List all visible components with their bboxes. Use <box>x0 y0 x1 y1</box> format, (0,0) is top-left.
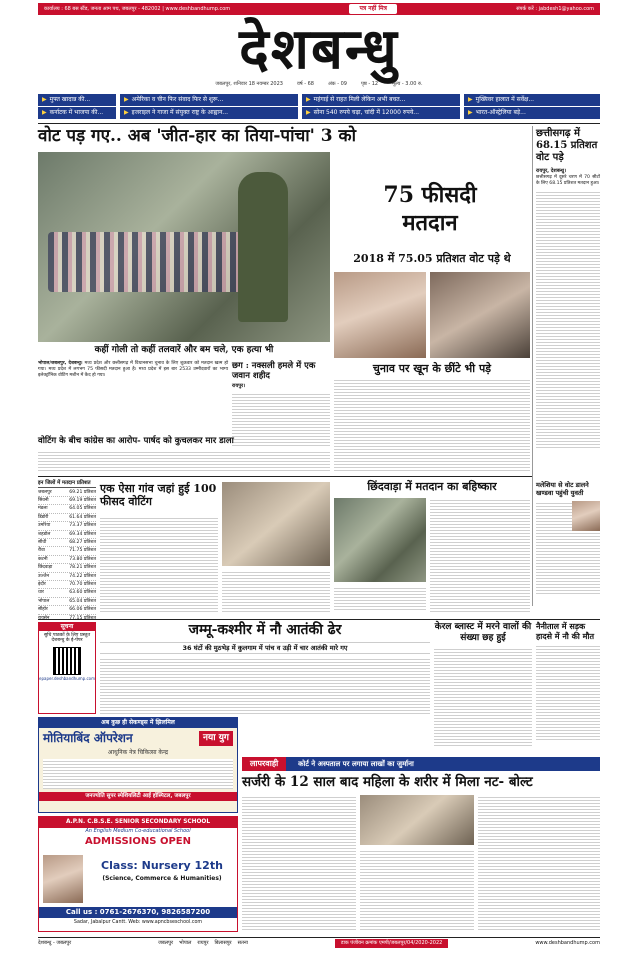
ticker-4[interactable]: ▶ इजराइल ने गाजा में संयुक्त राष्ट्र के आह्वान... <box>120 107 298 119</box>
voter-queue-shape <box>48 232 248 292</box>
naxal-headline: छग : नक्सली हमले में एक जवान शहीद <box>232 361 316 382</box>
district-turnout: 78.21 प्रतिशत <box>69 565 96 571</box>
masthead <box>38 16 600 90</box>
notice-text: सुधि पाठकों के लिए प्रस्तुत देशबन्धु के ई-पेपर <box>43 632 91 644</box>
big-number-box <box>334 152 526 250</box>
village-body <box>100 516 218 612</box>
negligence-tag: लापरवाही <box>242 757 286 771</box>
negligence-photo <box>360 795 474 845</box>
district-turnout: 69.19 प्रतिशत <box>69 497 96 503</box>
lead-body <box>38 361 228 431</box>
district-turnout: 66.06 प्रतिशत <box>69 607 96 613</box>
leaders-photo <box>430 272 530 358</box>
nainital-story <box>536 622 600 754</box>
kerala-body <box>434 647 532 747</box>
ad-eye-hospital[interactable] <box>38 717 238 813</box>
kashmir-story <box>100 622 430 714</box>
ticker-5[interactable]: ▶ महंगाई से राहत मिली लेकिन अभी बचत... <box>302 94 460 106</box>
district-name: मंडला <box>38 506 48 512</box>
tagline-badge: पत्र नहीं मित्र <box>349 4 396 14</box>
kashmir-body <box>100 657 430 715</box>
congress-headline: वोटिंग के बीच कांग्रेस का आरोप- पार्षद को कुचलकर मार डाला <box>38 436 234 446</box>
negligence-body-3 <box>478 795 600 931</box>
office-address: कार्यालय : 68 बस स्टैंड, जनता आम पथ, जबलपुर - 482002 | www.deshbandhump.com <box>44 5 231 12</box>
district-row <box>38 514 96 522</box>
chhattisgarh-body <box>536 190 600 450</box>
lead-subhead: 2018 में 75.05 प्रतिशत वोट पड़े थे <box>353 252 511 265</box>
footer-cities: जबलपुर भोपाल रायपुर बिलासपुर सतना <box>158 940 248 947</box>
district-row <box>38 539 96 547</box>
district-row <box>38 531 96 539</box>
chhattisgarh-byline: रायपुर, देशबन्धु। <box>536 168 567 174</box>
masthead-title: देशबन्धु <box>239 16 399 82</box>
photo-caption-headline: कहीं गोली तो कहीं तलवारें और बम चले, एक हत्या भी <box>94 345 274 355</box>
district-turnout: 73.80 प्रतिशत <box>69 556 96 562</box>
big-number: 75 फीसदी <box>383 182 477 208</box>
ad-school[interactable] <box>38 816 238 932</box>
naxal-byline: रायपुर। <box>232 383 246 390</box>
lead-headline: वोट पड़ गए.. अब 'जीत-हार का तिया-पांचा' 3 को <box>38 126 356 146</box>
negligence-headline: सर्जरी के 12 साल बाद महिला के शरीर में मिला नट- बोल्ट <box>242 774 533 790</box>
ad-eye-badge: नया युग <box>199 731 233 746</box>
ad-school-classes: Class: Nursery 12th <box>101 859 223 872</box>
district-name: उज्जैन <box>38 573 50 579</box>
congress-body <box>38 450 330 472</box>
district-rows <box>38 489 96 624</box>
footer-website[interactable]: www.deshbandhump.com <box>535 940 600 947</box>
chhindwara-story <box>334 480 530 616</box>
chhattisgarh-headline: छत्तीसगढ़ में 68.15 प्रतिशत वोट पड़े <box>536 128 598 163</box>
district-name: कटनी <box>38 556 48 562</box>
ad-school-phone[interactable]: Call us : 0761-2676370, 9826587200 <box>39 907 237 918</box>
village-body-2 <box>222 570 330 612</box>
ad-eye-top: अब कुछ ही सेकण्ड्स में झिलमिल <box>39 718 237 728</box>
district-name: रीवा <box>38 548 45 554</box>
negligence-banner <box>242 757 600 771</box>
malaysia-story <box>536 482 600 616</box>
ad-school-address: Sadar, Jabalpur Cantt. Web: www.apncbseschool.com <box>73 920 203 925</box>
district-row <box>38 606 96 614</box>
negligence-body-2 <box>360 849 474 931</box>
footer-center: डाक पंजीयन क्रमांक एमपी/जबलपुर/04/2020-2022 <box>335 939 448 947</box>
ad-school-tagline: An English Medium Co-educational School <box>85 828 191 835</box>
district-turnout: 61.64 प्रतिशत <box>69 514 96 520</box>
district-name: इंदौर <box>38 581 46 587</box>
district-turnout: 73.37 प्रतिशत <box>69 523 96 529</box>
nainital-headline: नैनीताल में सड़क हादसे में नौ की मौत <box>536 621 595 641</box>
lead-para-1: मध्य प्रदेश और छत्तीसगढ़ में विधानसभा चुनाव के लिए शुक्रवार को मतदान खत्म हो गया। मध्य प्रदेश में लगभग 75 फीसदी मतदान हुआ है। <box>38 361 229 373</box>
district-list-title: इन जिलों में मतदान प्रतिशत <box>38 480 96 488</box>
district-row <box>38 598 96 606</box>
negligence-body-1 <box>242 795 356 931</box>
district-row <box>38 556 96 564</box>
woman-voter-photo <box>334 272 426 358</box>
ad-eye-details <box>43 759 233 789</box>
district-name: सिवनी <box>38 497 49 503</box>
kashmir-headline: जम्मू-कश्मीर में नौ आतंकी ढेर <box>188 622 342 638</box>
notice-title: सूचना <box>39 623 95 631</box>
district-row <box>38 573 96 581</box>
district-row <box>38 497 96 505</box>
blood-headline: चुनाव पर खून के छींटे भी पड़े <box>372 362 492 375</box>
ticker-2[interactable]: ▶ कर्नाटक में भाजपा की... <box>38 107 116 119</box>
chhattisgarh-text: छत्तीसगढ़ में दूसरे चरण में 70 सीटों के लिए 68.15 प्रतिशत मतदान हुआ। <box>536 175 600 187</box>
district-turnout: 69.21 प्रतिशत <box>69 489 96 495</box>
district-list <box>38 480 96 616</box>
ticker-3[interactable]: ▶ अमेरिका व चीन फिर संवाद फिर से शुरू... <box>120 94 298 106</box>
district-row <box>38 505 96 513</box>
nainital-body <box>536 644 600 740</box>
ticker-8[interactable]: ▶ भारत-ऑस्ट्रेलिया बड़े... <box>464 107 600 119</box>
district-name: सीहोर <box>38 607 48 613</box>
village-headline: एक ऐसा गांव जहां हुई 100 फीसद वोटिंग <box>100 482 217 509</box>
malaysia-photo <box>572 501 600 531</box>
district-row <box>38 522 96 530</box>
soldier-shape <box>238 172 288 322</box>
ad-school-name: A.P.N. C.B.S.E. SENIOR SECONDARY SCHOOL <box>39 817 237 828</box>
district-row <box>38 589 96 597</box>
district-row <box>38 564 96 572</box>
ad-school-photo <box>43 855 83 903</box>
district-row <box>38 547 96 555</box>
masthead-info: जबलपुर, शनिवार 18 नवम्बर 2023 वर्ष - 68 अंक - 09 पृष्ठ - 12 मूल्य - 3.00 रु. <box>215 81 423 87</box>
district-name: सीधी <box>38 539 47 545</box>
ad-eye-title: मोतियाबिंद ऑपरेशन <box>43 730 133 745</box>
ad-school-streams: (Science, Commerce & Humanities) <box>102 875 222 882</box>
district-name: छिंदवाड़ा <box>38 565 53 571</box>
negligence-court: कोर्ट ने अस्पताल पर लगाया लाखों का जुर्माना <box>298 759 414 768</box>
district-turnout: 74.22 प्रतिशत <box>69 573 96 579</box>
kerala-story <box>434 622 532 754</box>
district-turnout: 69.34 प्रतिशत <box>69 531 96 537</box>
negligence-story <box>242 757 600 933</box>
district-name: भोपाल <box>38 598 50 604</box>
chhindwara-body <box>430 498 530 612</box>
footer <box>38 937 600 949</box>
district-row <box>38 581 96 589</box>
lead-photo <box>38 152 330 342</box>
village-story <box>100 480 330 616</box>
ad-school-admission: ADMISSIONS OPEN <box>85 836 191 848</box>
district-turnout: 63.60 प्रतिशत <box>69 590 96 596</box>
big-label: मतदान <box>402 209 458 236</box>
village-photo <box>222 482 330 566</box>
district-turnout: 70.70 प्रतिशत <box>69 581 96 587</box>
district-turnout: 65.04 प्रतिशत <box>69 598 96 604</box>
kashmir-subhead: 36 घंटों की मुठभेड़ में कुलगाम में पांच व उड़ी में चार आतंकी मारे गए <box>100 642 430 654</box>
district-turnout: 64.05 प्रतिशत <box>69 506 96 512</box>
kerala-headline: केरल ब्लास्ट में मरने वालों की संख्या छह हुई <box>434 622 532 643</box>
chhindwara-body-2 <box>334 586 426 612</box>
district-name: डिंडोरी <box>38 514 49 520</box>
district-name: धार <box>38 590 44 596</box>
chhindwara-photo <box>334 498 426 582</box>
ad-eye-line: आधुनिक नेत्र चिकित्सा केन्द्र <box>107 748 169 756</box>
district-turnout: 68.27 प्रतिशत <box>69 539 96 545</box>
chhattisgarh-story <box>536 128 600 468</box>
blood-body <box>334 378 530 472</box>
district-name: उमरिया <box>38 523 51 529</box>
epaper-link[interactable]: epaper.deshbandhump.com <box>39 676 96 682</box>
malaysia-headline: मलेशिया से वोट डालने खण्डवा पहुंची युवती <box>536 481 589 497</box>
district-name: जबलपुर <box>38 489 52 495</box>
ticker-7[interactable]: ▶ मुख्यिवर हालात में सर्वेक्ष... <box>464 94 600 106</box>
district-name: शहडोल <box>38 531 51 537</box>
ticker-6[interactable]: ▶ सोना 540 रुपये चढ़ा, चांदी में 12000 रुपये... <box>302 107 460 119</box>
district-row <box>38 489 96 497</box>
ad-eye-title-row <box>39 728 237 749</box>
footer-left: देशबन्धु - जबलपुर <box>38 940 72 947</box>
ticker-1[interactable]: ▶ मुफ्त खादान्न की... <box>38 94 116 106</box>
district-turnout: 71.75 प्रतिशत <box>69 548 96 554</box>
lead-para-2: मध्य प्रदेश में इस बार 2533 उम्मीदवारों का भाग्य इलेक्ट्रॉनिक वोटिंग मशीन में कैद हो गया। <box>38 367 228 379</box>
top-strip <box>38 3 600 15</box>
qr-code-icon <box>54 648 80 674</box>
contact-info: संपर्क करें : jabdesh1@yahoo.com <box>516 5 594 12</box>
notice-box <box>38 622 96 714</box>
chhindwara-headline: छिंदवाड़ा में मतदान का बहिष्कार <box>367 480 497 493</box>
lead-byline: भोपाल/जबलपुर, देशबन्धु। <box>38 361 83 366</box>
ad-eye-hospital-name: जनज्योति सुपर स्पेशियलिटी आई हॉस्पिटल, जबलपुर <box>39 792 237 801</box>
